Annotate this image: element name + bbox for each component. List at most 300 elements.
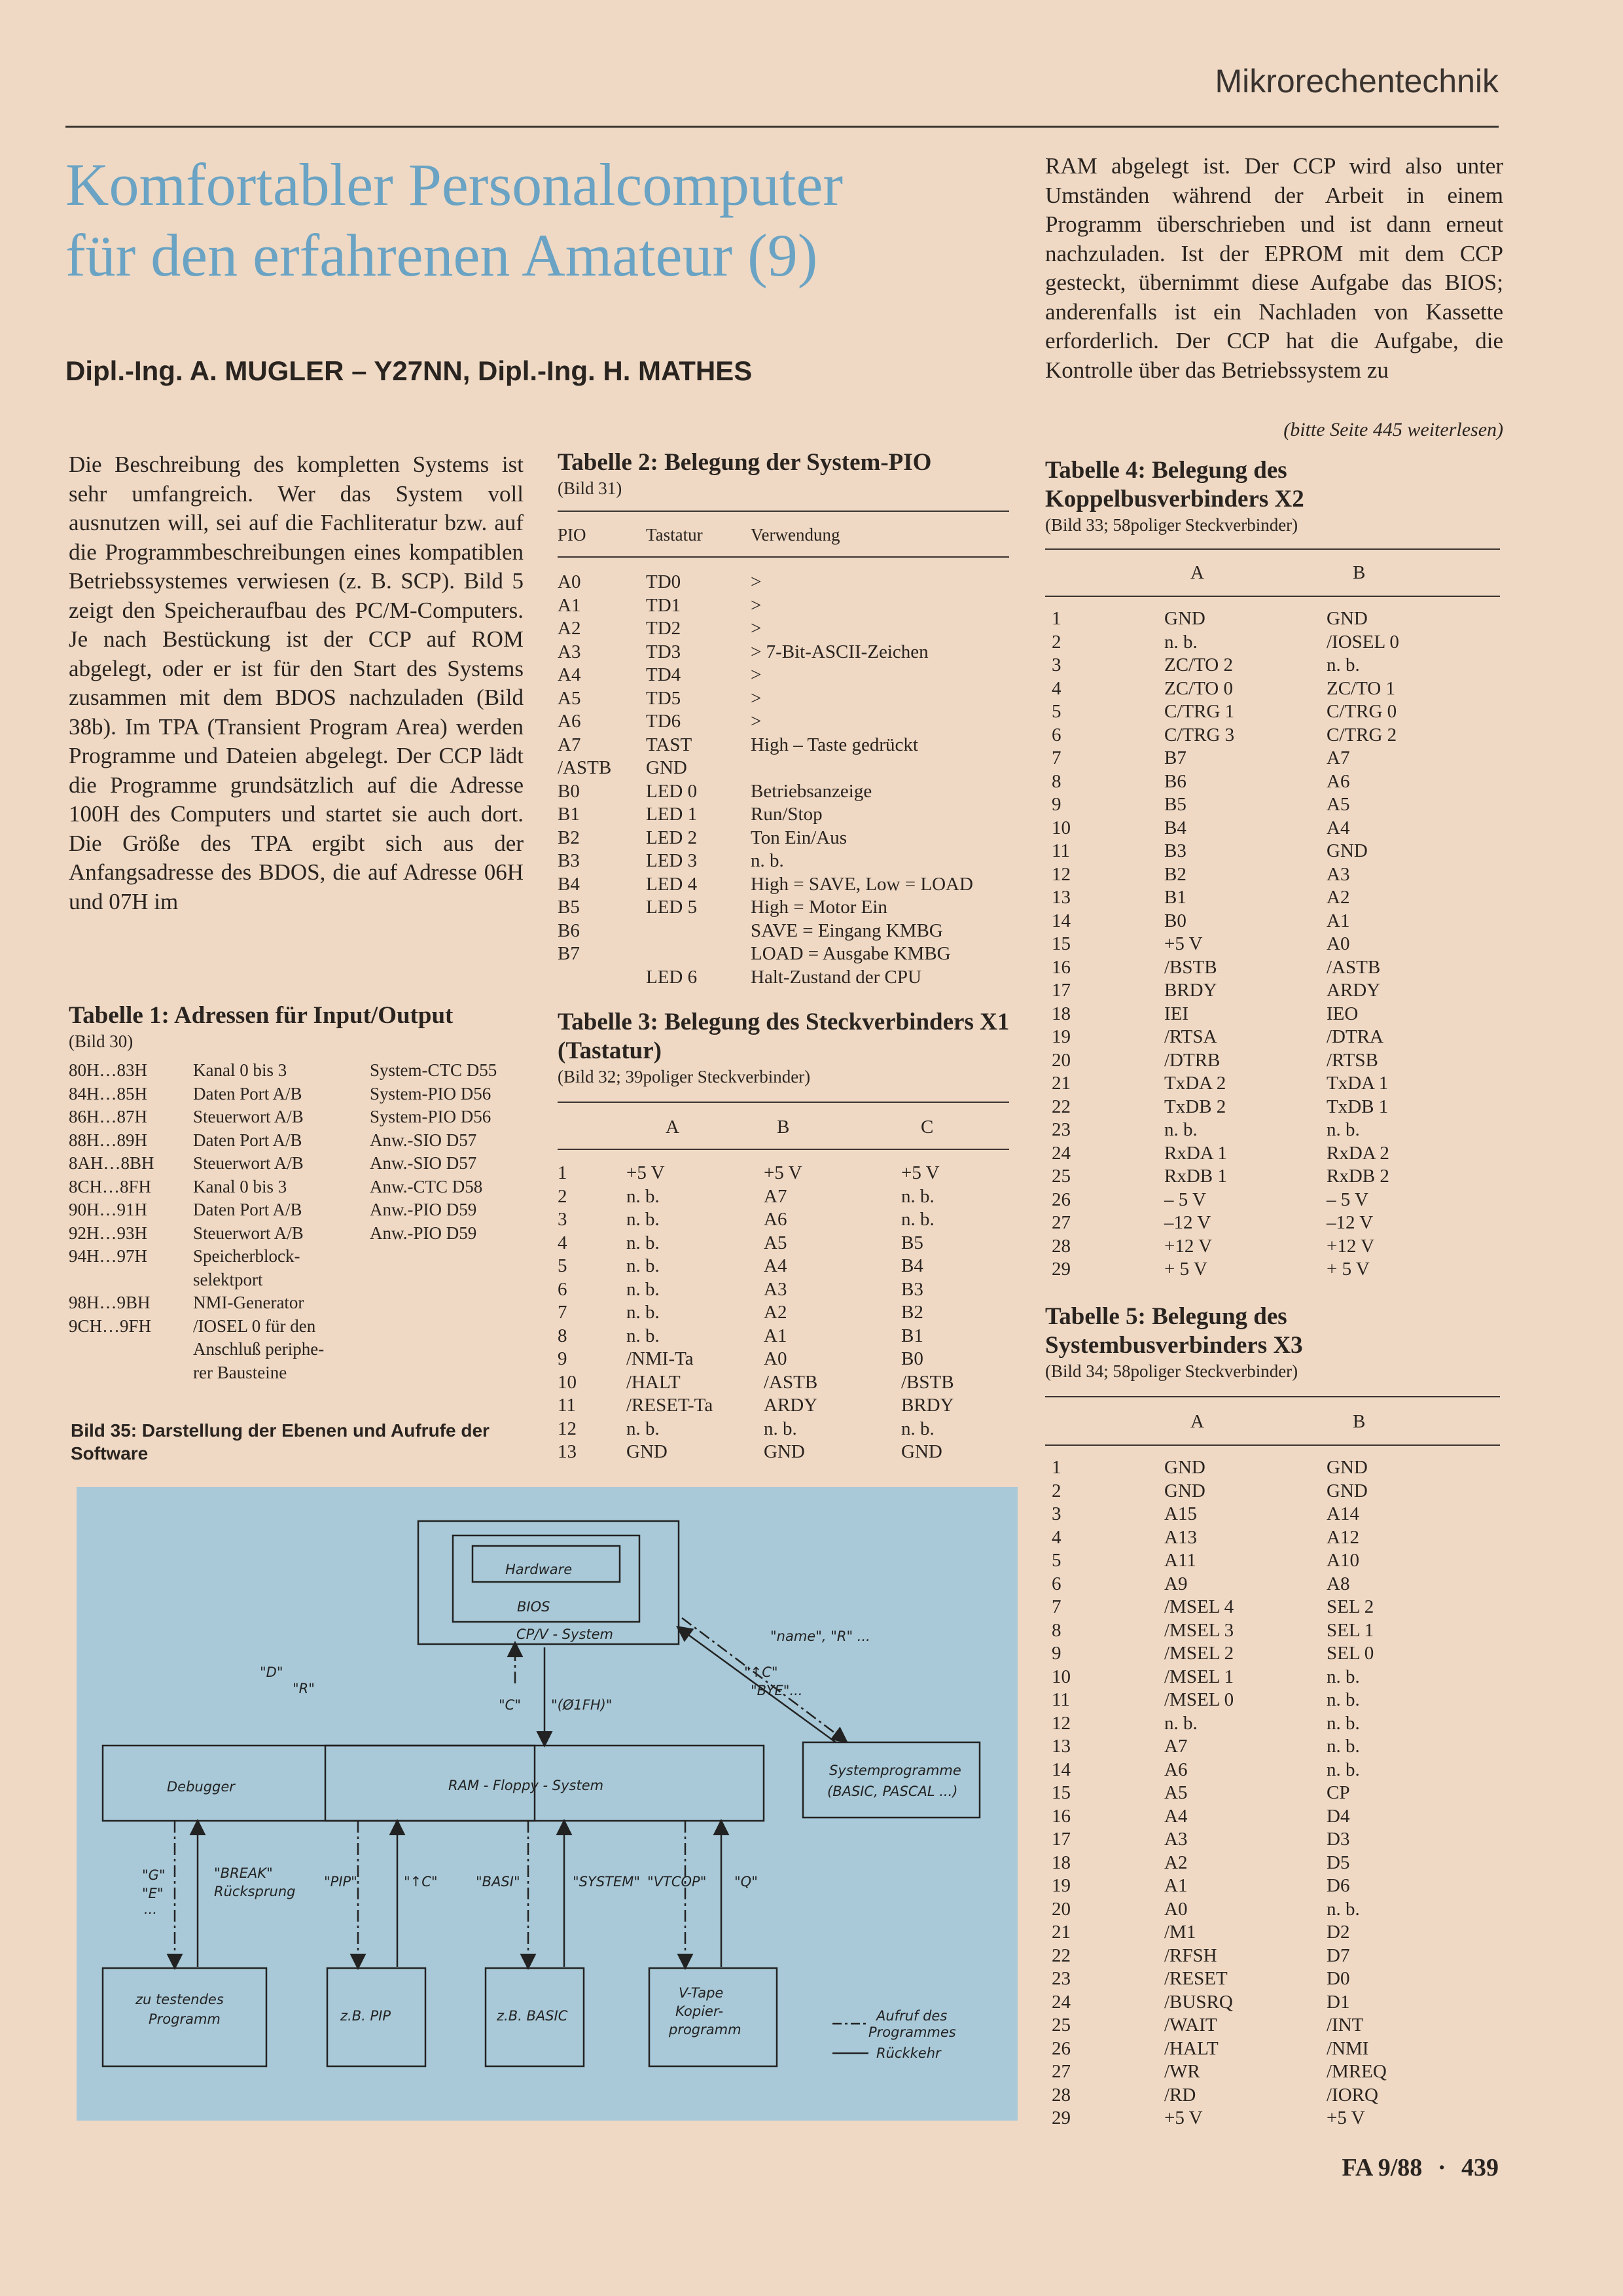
table4-cell: 7: [1052, 747, 1061, 768]
table5-row: [1045, 1852, 1497, 1875]
table5-cell: 29: [1052, 2108, 1071, 2128]
table4-cell: 29: [1052, 1259, 1071, 1280]
table1-cell: Steuerwort A/B: [193, 1153, 304, 1173]
table5-cell: /NMI: [1327, 2037, 1369, 2059]
table4-row: [1045, 631, 1497, 655]
table2-row: [558, 827, 1012, 850]
table3-cell: 6: [558, 1278, 567, 1300]
table4-cell: 11: [1052, 840, 1070, 861]
legend-call-2: Programmes: [868, 2024, 956, 2040]
table5-cell: /INT: [1327, 2015, 1364, 2036]
table5-cell: SEL 0: [1327, 1643, 1374, 1664]
table5-row: [1045, 1782, 1497, 1805]
table3-cell: n. b.: [901, 1209, 935, 1230]
table4-row: [1045, 1026, 1497, 1049]
table4-cell: 17: [1052, 980, 1071, 1001]
table4-row: [1045, 979, 1497, 1003]
table2-cell: >: [751, 687, 762, 709]
table4-cell: RxDB 2: [1327, 1166, 1389, 1187]
table1-cell: selektport: [193, 1269, 263, 1289]
table1-cell: [370, 1315, 527, 1338]
table4-row: [1045, 607, 1497, 631]
table4-row: [1045, 747, 1497, 770]
label-01fh: "(Ø1FH)": [551, 1697, 613, 1713]
table3-row: [558, 1232, 1012, 1255]
label-basi-call: "BASI": [476, 1874, 520, 1890]
table2-row: [558, 641, 1012, 664]
table4-row: [1045, 910, 1497, 933]
table5-rule-head: [1045, 1444, 1500, 1446]
table1-row: [69, 1245, 527, 1268]
section-header: Mikrorechentechnik: [1215, 63, 1499, 99]
systemprogramme-box: [803, 1742, 980, 1818]
table3-cell: GND: [626, 1441, 668, 1462]
table5-row: [1045, 2060, 1497, 2084]
table4-cell: 3: [1052, 655, 1061, 675]
table3-rule-head: [558, 1149, 1009, 1150]
table4-row: [1045, 724, 1497, 747]
table5-cell: /MSEL 1: [1164, 1666, 1234, 1687]
table4-cell: 23: [1052, 1119, 1071, 1140]
table3-cell: A1: [764, 1325, 787, 1346]
table4-cell: 1: [1052, 608, 1061, 629]
table1-cell: Daten Port A/B: [193, 1083, 302, 1103]
table4-cell: GND: [1327, 840, 1368, 861]
table4-cell: – 5 V: [1164, 1189, 1206, 1210]
table5-cell: 3: [1052, 1503, 1061, 1524]
table5-cell: 27: [1052, 2061, 1071, 2082]
table3-cell: 3: [558, 1209, 567, 1230]
table5-row: [1045, 2014, 1497, 2037]
table3-cell: A2: [764, 1302, 787, 1323]
table5-cell: D1: [1327, 1991, 1350, 2013]
table3-cell: +5 V: [626, 1162, 665, 1183]
table2-rule-top: [558, 511, 1009, 512]
table3-row: [558, 1371, 1012, 1395]
table4-cell: ARDY: [1327, 980, 1381, 1001]
table4-cell: BRDY: [1164, 980, 1217, 1001]
table3-cell: A4: [764, 1255, 787, 1276]
table5-row: [1045, 1526, 1497, 1550]
table5-row: [1045, 2084, 1497, 2108]
table5-cell: 6: [1052, 1573, 1061, 1594]
table2-title: Tabelle 2: Belegung der System-PIO: [558, 449, 932, 476]
table5-cell: n. b.: [1327, 1712, 1360, 1734]
table1-cell: 98H…9BH: [69, 1293, 151, 1312]
table1-cell: 84H…85H: [69, 1083, 147, 1103]
table3-cell: n. b.: [626, 1325, 660, 1346]
table4-cell: A1: [1327, 910, 1350, 931]
table5-cell: /RFSH: [1164, 1945, 1217, 1966]
label-bios: BIOS: [517, 1599, 550, 1615]
table3-cell: /NMI-Ta: [626, 1348, 694, 1369]
table1-title: Tabelle 1: Adressen für Input/Output: [69, 1002, 454, 1029]
label-basic: z.B. BASIC: [497, 2008, 568, 2024]
table5-cell: A12: [1327, 1526, 1359, 1548]
table4-cell: GND: [1164, 608, 1205, 629]
table5-cell: GND: [1164, 1457, 1205, 1478]
table3-cell: 1: [558, 1162, 567, 1183]
table1-cell: 92H…93H: [69, 1223, 147, 1243]
table3-cell: n. b.: [626, 1232, 660, 1253]
legend-call-1: Aufruf des: [876, 2008, 948, 2024]
table2-cell: A4: [558, 664, 581, 685]
table4-cell: n. b.: [1164, 631, 1198, 653]
table5-header-b: B: [1353, 1411, 1366, 1432]
continue-note: (bitte Seite 445 weiterlesen): [1283, 419, 1503, 440]
table2-cell: High = Motor Ein: [751, 897, 887, 918]
table1-cell: 8CH…8FH: [69, 1176, 152, 1196]
table5-row: [1045, 1945, 1497, 1968]
table5-rule-top: [1045, 1396, 1500, 1397]
table1-cell: 86H…87H: [69, 1107, 147, 1126]
table5-cell: /BUSRQ: [1164, 1991, 1233, 2013]
table5-cell: D2: [1327, 1922, 1350, 1943]
table3-cell: n. b.: [901, 1185, 935, 1207]
table5-row: [1045, 1874, 1497, 1898]
table4-cell: n. b.: [1327, 1119, 1360, 1140]
table2-cell: TD6: [646, 711, 681, 732]
table4-cell: A4: [1327, 817, 1350, 838]
table4-row: [1045, 654, 1497, 677]
table5-row: [1045, 1689, 1497, 1712]
table1-cell: [370, 1291, 527, 1315]
table5-cell: /MREQ: [1327, 2061, 1387, 2082]
table4-cell: 22: [1052, 1096, 1071, 1117]
table4-cell: 15: [1052, 933, 1071, 954]
table5-row: [1045, 1503, 1497, 1526]
table3-header-b: B: [777, 1117, 790, 1138]
table5-cell: 24: [1052, 1991, 1071, 2013]
table4-cell: 2: [1052, 631, 1061, 653]
table4-cell: TxDA 1: [1327, 1073, 1389, 1094]
table4-rule-top: [1045, 548, 1500, 550]
table3-row: [558, 1208, 1012, 1232]
table3-cell: 12: [558, 1418, 577, 1439]
table1-cell: [69, 1361, 193, 1385]
table5-cell: 18: [1052, 1852, 1071, 1873]
table2-cell: /ASTB: [558, 757, 612, 778]
table3-cell: n. b.: [626, 1209, 660, 1230]
table1-row: [69, 1152, 527, 1175]
table1-cell: NMI-Generator: [193, 1293, 304, 1312]
table4-cell: 21: [1052, 1073, 1071, 1094]
table2-row: [558, 710, 1012, 734]
table4-cell: /ASTB: [1327, 956, 1381, 978]
table4-cell: –12 V: [1327, 1212, 1374, 1233]
label-dots: ...: [144, 1901, 158, 1917]
table5-cell: 16: [1052, 1805, 1071, 1827]
table5-cell: A14: [1327, 1503, 1359, 1524]
title-line-2: für den erfahrenen Amateur (9): [65, 222, 818, 289]
table2-row: [558, 803, 1012, 827]
table4-cell: /IOSEL 0: [1327, 631, 1399, 653]
table3-cell: 2: [558, 1185, 567, 1207]
table2-cell: High = SAVE, Low = LOAD: [751, 873, 973, 895]
table1-cell: System-PIO D56: [370, 1107, 491, 1126]
header-rule: [65, 126, 1499, 128]
table5-cell: 12: [1052, 1712, 1071, 1734]
table5-cell: 7: [1052, 1596, 1061, 1617]
table2-cell: >: [751, 711, 762, 732]
table5-row: [1045, 1712, 1497, 1736]
table1-row: [69, 1175, 527, 1199]
label-ram-floppy: RAM - Floppy - System: [448, 1778, 604, 1793]
table3-header-num: [558, 1116, 626, 1139]
table3-cell: 11: [558, 1395, 576, 1416]
table2-cell: TD5: [646, 687, 681, 709]
table5-cell: A5: [1164, 1782, 1188, 1803]
table4-row: [1045, 863, 1497, 887]
table4-cell: A5: [1327, 794, 1350, 815]
table4-cell: A3: [1327, 863, 1350, 885]
table4-cell: B1: [1164, 887, 1186, 908]
table4-row: [1045, 793, 1497, 817]
table2-body: [558, 571, 1012, 989]
table3-cell: n. b.: [626, 1255, 660, 1276]
table2-head: [558, 524, 1012, 547]
table3-cell: GND: [764, 1441, 805, 1462]
table1-subtitle: (Bild 30): [69, 1031, 134, 1051]
table4-body: [1045, 607, 1497, 1282]
table5-cell: n. b.: [1327, 1898, 1360, 1920]
table5-header-num: [1045, 1410, 1151, 1434]
table4-rule-head: [1045, 596, 1500, 597]
legend-return: Rückkehr: [876, 2045, 941, 2061]
table5-cell: A2: [1164, 1852, 1188, 1873]
table5-cell: SEL 2: [1327, 1596, 1374, 1617]
table4-row: [1045, 1096, 1497, 1119]
footer-page-number: 439: [1461, 2154, 1499, 2181]
table5-cell: +5 V: [1327, 2108, 1365, 2128]
table1-cell: Daten Port A/B: [193, 1200, 302, 1219]
table3-cell: n. b.: [764, 1418, 797, 1439]
table1-cell: Anschluß periphe-: [193, 1339, 325, 1359]
table5-cell: /RD: [1164, 2084, 1196, 2106]
table5-cell: 19: [1052, 1875, 1071, 1896]
table1-row: [69, 1105, 527, 1129]
table2-cell: LOAD = Ausgabe KMBG: [751, 943, 951, 964]
table4-cell: B4: [1164, 817, 1186, 838]
table5-cell: /M1: [1164, 1922, 1196, 1943]
table5-cell: 14: [1052, 1759, 1071, 1780]
table4-row: [1045, 1072, 1497, 1096]
table5-cell: GND: [1327, 1457, 1368, 1478]
table2-cell: TD0: [646, 571, 681, 592]
table4-row: [1045, 933, 1497, 956]
label-e: "E": [142, 1886, 164, 1901]
table3-head: [558, 1116, 1012, 1139]
table5-row: [1045, 1666, 1497, 1689]
table1-cell: 90H…91H: [69, 1200, 147, 1219]
table5-cell: 4: [1052, 1526, 1061, 1548]
table4-cell: C/TRG 1: [1164, 701, 1235, 722]
label-sysprog-1: Systemprogramme: [829, 1763, 961, 1778]
label-vtape-2: Kopier-: [675, 2003, 724, 2019]
footer-separator: ·: [1437, 2154, 1446, 2181]
label-test-1: zu testendes: [135, 1992, 224, 2007]
table4-row: [1045, 956, 1497, 980]
table4-cell: 18: [1052, 1003, 1071, 1024]
table4-head: [1045, 562, 1497, 585]
table5-cell: A10: [1327, 1550, 1359, 1571]
table2-cell: A6: [558, 711, 581, 732]
table2-cell: A0: [558, 571, 581, 592]
table4-cell: /DTRB: [1164, 1049, 1221, 1071]
table1-row: [69, 1338, 527, 1361]
table3-cell: n. b.: [626, 1185, 660, 1207]
table5-head: [1045, 1410, 1497, 1434]
table2-cell: [751, 757, 1012, 780]
table3-row: [558, 1255, 1012, 1278]
table5-cell: 21: [1052, 1922, 1071, 1943]
label-bye: "BYE"...: [751, 1683, 803, 1698]
table3-cell: ARDY: [764, 1395, 818, 1416]
table4-row: [1045, 770, 1497, 794]
table4-cell: 10: [1052, 817, 1071, 838]
table4-row: [1045, 1189, 1497, 1212]
table5-cell: 11: [1052, 1689, 1070, 1710]
table5-cell: A3: [1164, 1829, 1188, 1850]
table2-cell: TD2: [646, 618, 681, 639]
table4-cell: 13: [1052, 887, 1071, 908]
table4-cell: C/TRG 2: [1327, 724, 1397, 745]
table2-cell: TAST: [646, 734, 692, 755]
table2-row: [558, 734, 1012, 757]
table3-cell: 7: [558, 1302, 567, 1323]
table2-cell: B5: [558, 897, 580, 918]
label-ruecksprung: Rücksprung: [214, 1884, 296, 1899]
software-layer-diagram: [77, 1487, 1018, 2121]
table4-cell: 16: [1052, 956, 1071, 978]
table3-cell: B0: [901, 1348, 923, 1369]
table3-cell: n. b.: [901, 1418, 935, 1439]
table5-cell: D3: [1327, 1829, 1350, 1850]
table2-cell: n. b.: [751, 850, 784, 871]
table2-row: [558, 850, 1012, 873]
table4-cell: B0: [1164, 910, 1186, 931]
table4-cell: 8: [1052, 770, 1061, 792]
table4-cell: + 5 V: [1327, 1259, 1370, 1280]
table2-cell: > 7-Bit-ASCII-Zeichen: [751, 641, 929, 662]
table5-cell: SEL 1: [1327, 1619, 1374, 1641]
table5: [1045, 1302, 1503, 1382]
table5-row: [1045, 1991, 1497, 2015]
table3-row: [558, 1162, 1012, 1185]
table3-cell: n. b.: [626, 1418, 660, 1439]
table5-cell: D0: [1327, 1968, 1350, 1989]
table5-cell: /RESET: [1164, 1968, 1228, 1989]
table3-cell: /HALT: [626, 1371, 681, 1393]
table4-cell: +5 V: [1164, 933, 1203, 954]
table4-title: Tabelle 4: Belegung des Koppelbusverbinders X2: [1045, 457, 1304, 512]
table1-row: [69, 1291, 527, 1315]
label-tc-call: "↑C": [404, 1874, 438, 1890]
label-g: "G": [142, 1867, 166, 1883]
label-d: "D": [260, 1664, 283, 1680]
table2-header-pio: PIO: [558, 525, 586, 545]
table5-cell: GND: [1327, 1480, 1368, 1501]
table2-cell: High – Taste gedrückt: [751, 734, 918, 755]
table2-cell: LED 1: [646, 804, 698, 825]
table3-row: [558, 1301, 1012, 1325]
table2-row: [558, 920, 1012, 943]
page-footer: [1342, 2153, 1499, 2182]
table3-row: [558, 1394, 1012, 1418]
table5-cell: 17: [1052, 1829, 1071, 1850]
table3-cell: 4: [558, 1232, 567, 1253]
label-test-2: Programm: [149, 2011, 221, 2027]
table3-row: [558, 1325, 1012, 1348]
table3-cell: n. b.: [626, 1278, 660, 1300]
table2-cell: B6: [558, 920, 580, 941]
table5-row: [1045, 1642, 1497, 1666]
table1-cell: Anw.-CTC D58: [370, 1176, 483, 1196]
label-debugger: Debugger: [167, 1779, 235, 1795]
table5-cell: 5: [1052, 1550, 1061, 1571]
table5-row: [1045, 1596, 1497, 1619]
table3-cell: B5: [901, 1232, 923, 1253]
table2-cell: A2: [558, 618, 581, 639]
table1-cell: Steuerwort A/B: [193, 1107, 304, 1126]
table2-cell: LED 0: [646, 780, 698, 802]
table5-cell: n. b.: [1164, 1712, 1198, 1734]
table1-cell: [370, 1245, 527, 1268]
table5-cell: D6: [1327, 1875, 1350, 1896]
table4-header-a: A: [1190, 562, 1204, 583]
table5-cell: A0: [1164, 1898, 1188, 1920]
table2-cell: >: [751, 664, 762, 685]
table3-cell: 9: [558, 1348, 567, 1369]
table2-rule-head: [558, 556, 1009, 558]
table5-subtitle: (Bild 34; 58poliger Steckverbinder): [1045, 1361, 1298, 1381]
table5-cell: D4: [1327, 1805, 1350, 1827]
table2-row: [558, 896, 1012, 920]
table3-cell: n. b.: [626, 1302, 660, 1323]
table5-cell: 23: [1052, 1968, 1071, 1989]
table2-row: [558, 664, 1012, 687]
table2-cell: >: [751, 594, 762, 616]
label-pip-call: "PIP": [324, 1874, 357, 1890]
table3-row: [558, 1441, 1012, 1464]
table1-cell: System-PIO D56: [370, 1083, 491, 1103]
table1-cell: 88H…89H: [69, 1130, 147, 1150]
table2-cell: B2: [558, 827, 580, 848]
table4-cell: GND: [1327, 608, 1368, 629]
table4-row: [1045, 1235, 1497, 1259]
table4-row: [1045, 1258, 1497, 1282]
table1-cell: Anw.-PIO D59: [370, 1200, 477, 1219]
table1-cell: [370, 1268, 527, 1292]
table4-subtitle: (Bild 33; 58poliger Steckverbinder): [1045, 515, 1298, 535]
table4-cell: A6: [1327, 770, 1350, 792]
label-vtape-1: V-Tape: [679, 1985, 724, 2001]
table2-cell: Halt-Zustand der CPU: [751, 966, 921, 988]
table4-cell: n. b.: [1164, 1119, 1198, 1140]
table1-cell: Daten Port A/B: [193, 1130, 302, 1150]
table5-cell: A13: [1164, 1526, 1197, 1548]
table2-header-tastatur: Tastatur: [646, 525, 703, 545]
table3-title: Tabelle 3: Belegung des Steckverbinders X1 (Tastatur): [558, 1009, 1010, 1064]
table5-row: [1045, 1480, 1497, 1503]
table2-cell: A3: [558, 641, 581, 662]
label-vtcop-call: "VTCOP": [647, 1874, 707, 1890]
table2-cell: >: [751, 618, 762, 639]
table3-cell: A6: [764, 1209, 787, 1230]
table5-cell: 1: [1052, 1457, 1061, 1478]
table5-cell: 26: [1052, 2037, 1071, 2059]
table1-row: [69, 1315, 527, 1338]
